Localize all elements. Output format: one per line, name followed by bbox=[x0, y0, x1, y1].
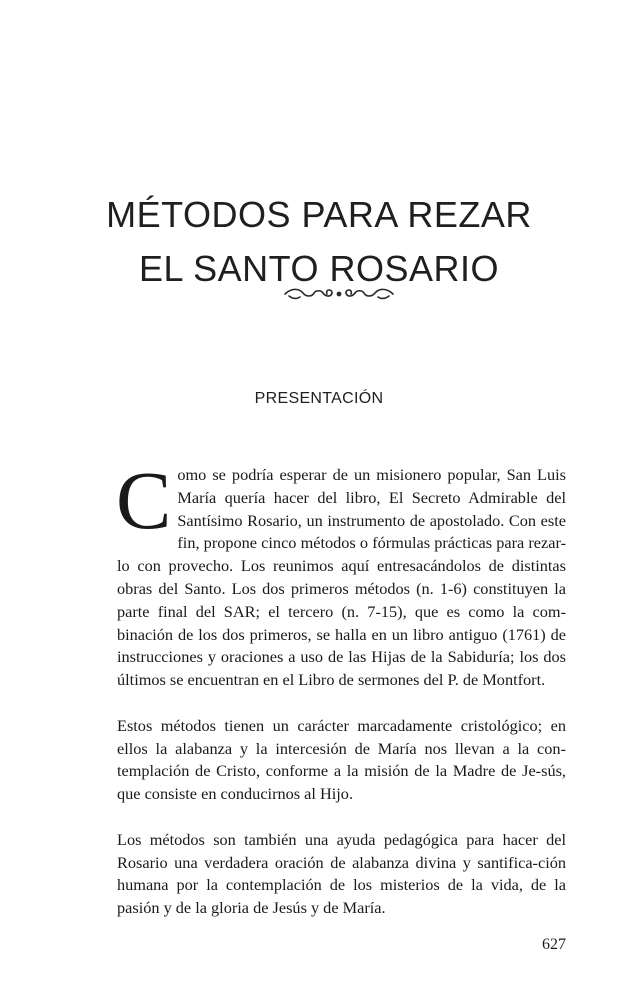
body-text bbox=[116, 454, 566, 920]
paragraph-3: Los métodos son también una ayuda pedagógica para hacer del Rosario una verdadera oración de alabanza divina y santifica-ción humana por la contemplación de los misterios de la vida, de la pasión y de la gloria de Jesús y de María. bbox=[117, 829, 566, 918]
page-number: 627 bbox=[542, 936, 566, 953]
title-line-1: MÉTODOS PARA REZAR bbox=[106, 194, 532, 235]
paragraph-1-text: omo se podría esperar de un misionero popular, San Luis María quería hacer del libro, El Secreto Admirable del Santísimo Rosario, un instrumento de apostolado. Con este fin, propone cinco métodos o fórmulas prácticas para rezar-lo con provecho. Los reunimos aquí entresacándolos de distintas obras del Santo. Los dos primeros métodos (n. 1-6) constituyen la parte final del SAR; el tercero (n. 7-15), que es como la com-binación de los dos primeros, se halla en un libro antiguo (1761) de instrucciones y oraciones a uso de las Hijas de la Sabiduría; los dos últimos se encuentran en el Libro de sermones del P. de Montfort. bbox=[117, 465, 566, 690]
section-heading: PRESENTACIÓN bbox=[254, 390, 384, 407]
paragraph-1 bbox=[116, 454, 566, 692]
title-line-2: EL SANTO ROSARIO bbox=[138, 248, 500, 289]
decorative-vine-divider-icon bbox=[283, 284, 395, 304]
drop-cap: C bbox=[116, 454, 172, 546]
paragraph-2: Estos métodos tienen un carácter marcadamente cristológico; en ellos la alabanza y la intercesión de María nos llevan a la con-templación de Cristo, conforme a la misión de la Madre de Je-sús, que consiste en conducirnos al Hijo. bbox=[117, 715, 566, 804]
page-title bbox=[60, 188, 578, 296]
